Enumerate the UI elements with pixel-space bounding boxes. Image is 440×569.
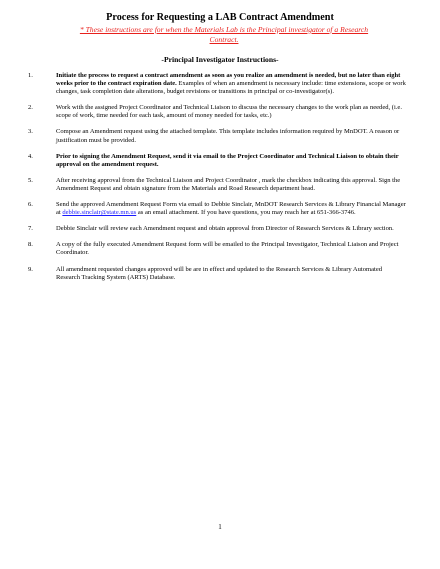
step-text: Work with the assigned Project Coordinator and Technical Liaison to discuss the necessary changes to the work plan as needed, (i.e. scope of work, time needed for each task, amount of money needed for tasks, etc.) [56,104,402,120]
list-item [28,177,406,193]
page-number: 1 [218,523,222,531]
subtitle: -Principal Investigator Instructions- [161,55,279,64]
step-text: All amendment requested changes approved will be are in effect and updated to the Research Services & Library Automated Research Tracking System (ARTS) Database. [56,265,383,281]
step-bold-text: Initiate the process to request a contract amendment as soon as you realize an amendment is needed, but no later than eight weeks prior to the contract expiration date. [56,72,401,88]
step-bold-text: Prior to signing the Amendment Request, send it via email to the Project Coordinator and Technical Liaison to obtain their approval on the amendment request. [56,152,399,168]
list-item [28,153,406,169]
warning-line-2: Contract. [209,34,239,44]
step-number: 3. [28,128,33,136]
step-number: 5. [28,176,33,184]
list-item [28,241,406,257]
step-number: 2. [28,104,33,112]
warning-note [56,25,392,44]
step-number: 4. [28,152,33,160]
list-item [28,104,406,120]
list-item [28,72,406,96]
step-number: 1. [28,72,33,79]
step-text: Send the approved Amendment Request Form via email to Debbie Sinclair, MnDOT Research Services & Library Financial Manager at [56,201,406,217]
step-text: Examples of when an amendment is necessary include: time extensions, scope or work changes, task completion date alterations, budget revisions or transitions in principal or co-investigator(s). [56,80,406,96]
warning-line-1: * These instructions are for when the Materials Lab is the Principal investigator of a Research [79,25,369,34]
email-link[interactable]: debbie.sinclair@state.mn.us [62,209,137,217]
list-item [28,225,406,233]
step-number: 8. [28,241,33,249]
page-title: Process for Requesting a LAB Contract Amendment [106,12,334,23]
step-number: 9. [28,265,33,273]
step-number: 6. [28,201,33,209]
step-text: Compose an Amendment request using the attached template. This template includes information required by MnDOT. A reason or justification must be provided. [56,128,400,144]
steps-list [28,72,406,290]
step-text: Debbie Sinclair will review each Amendment request and obtain approval from Director of Research Services & Library section. [56,225,394,233]
list-item [28,201,406,217]
step-text: After receiving approval from the Technical Liaison and Project Coordinator , mark the checkbox indicating this approval. Sign the Amendment Request and obtain signature from the Materials and Road Research department head. [56,176,401,192]
list-item [28,266,406,282]
step-text: A copy of the fully executed Amendment Request form will be emailed to the Principal Investigator, Technical Liaison and Project Coordinator. [56,241,399,257]
step-text: as an email attachment. If you have questions, you may reach her at 651-366-3746. [136,209,356,217]
list-item [28,128,406,144]
step-number: 7. [28,225,33,233]
